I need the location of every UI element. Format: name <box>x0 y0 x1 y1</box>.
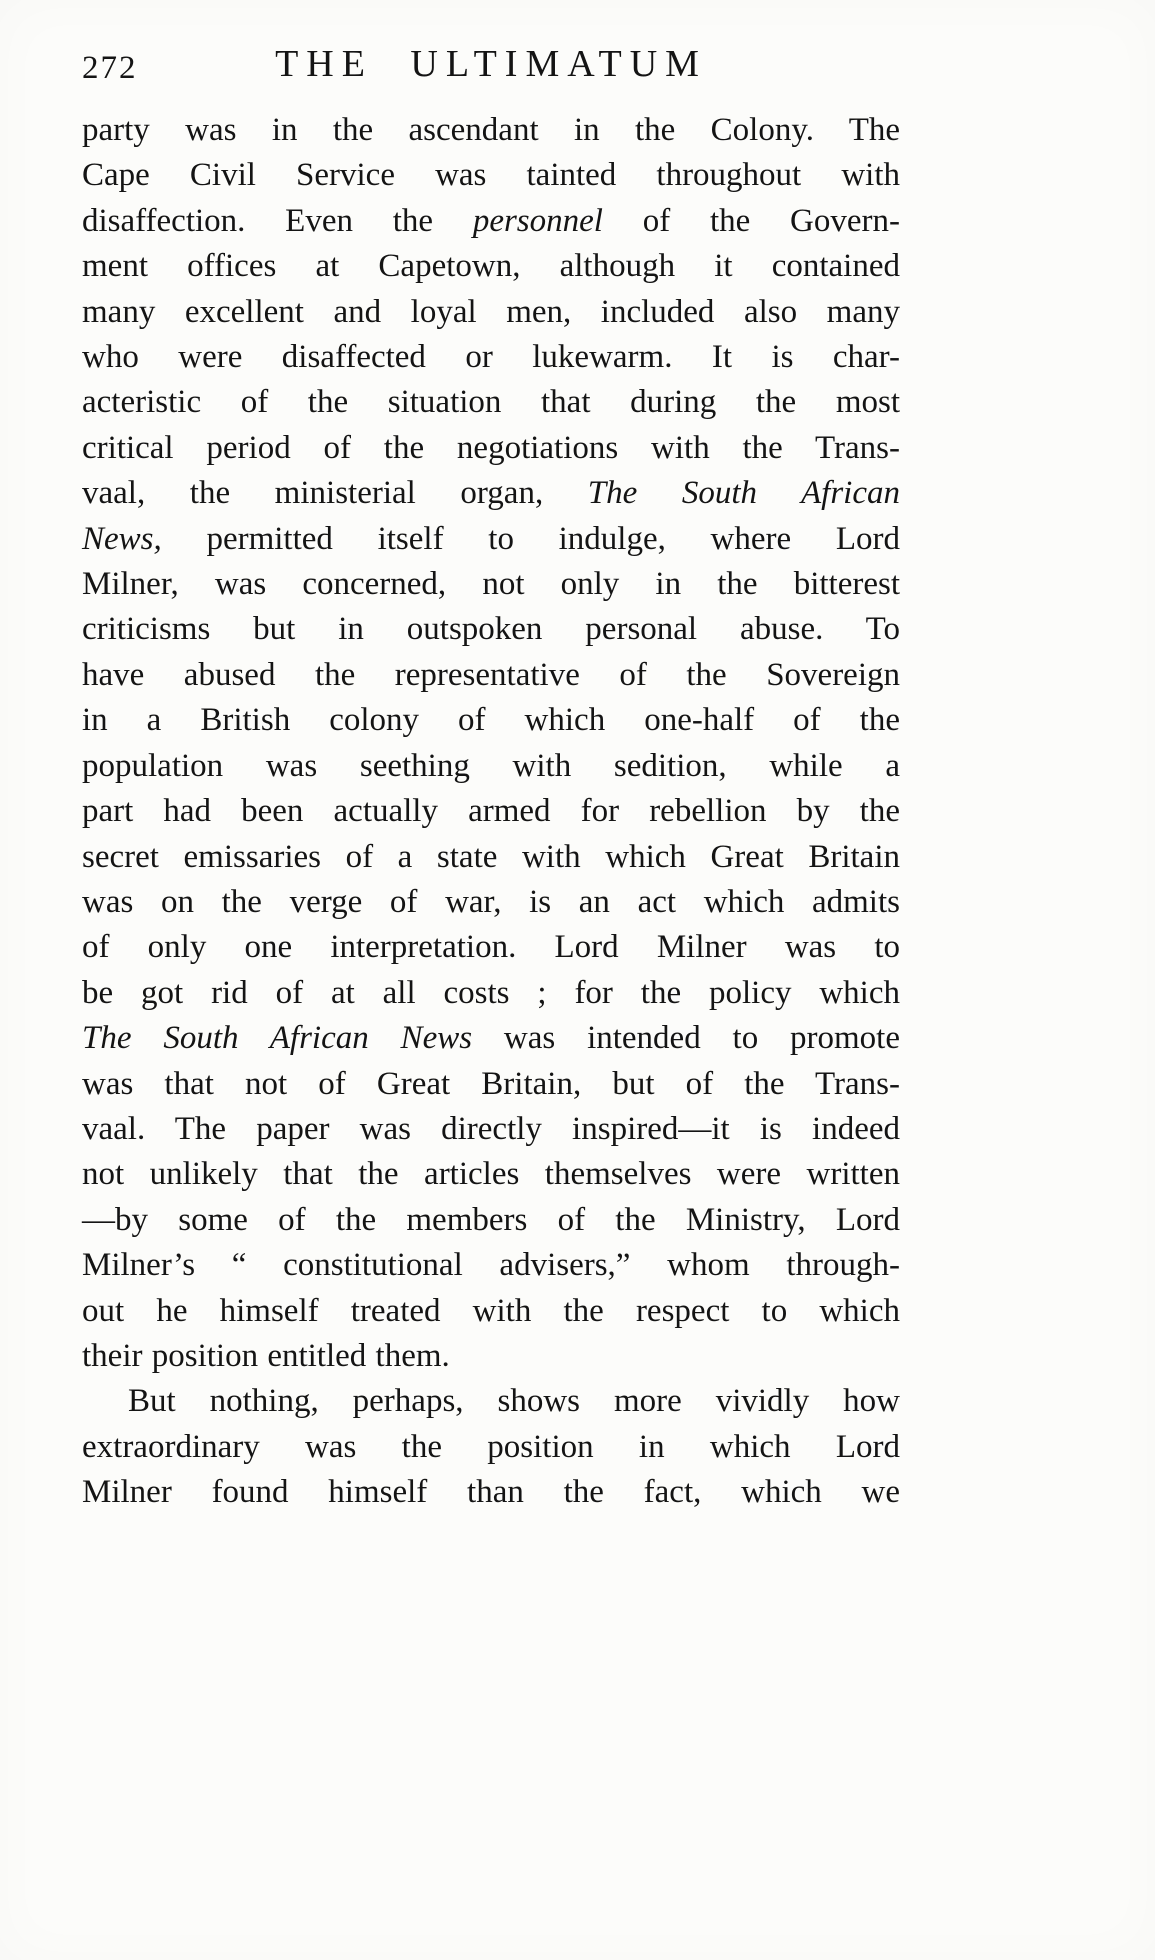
text-line <box>82 426 900 471</box>
italic-text: News, <box>82 520 162 557</box>
text-segment: be got rid of at all costs ; for the policy which <box>82 974 900 1011</box>
text-segment: Cape Civil Service was tainted throughout with <box>82 157 900 194</box>
text-line <box>82 835 900 880</box>
text-line <box>82 1152 900 1197</box>
text-segment: of the Govern- <box>602 202 900 239</box>
text-line <box>82 1243 900 1288</box>
text-segment: —by some of the members of the Ministry, Lord <box>82 1201 900 1238</box>
text-segment: But nothing, perhaps, shows more vividly how <box>128 1383 900 1420</box>
text-segment: population was seething with sedition, while a <box>82 747 900 784</box>
text-column <box>82 42 900 1516</box>
text-segment: Milner found himself than the fact, which we <box>82 1474 900 1511</box>
text-segment: many excellent and loyal men, included also many <box>82 293 900 330</box>
running-title: THE ULTIMATUM <box>275 43 707 85</box>
text-line <box>82 1425 900 1470</box>
italic-text: The South African <box>587 475 900 512</box>
text-line <box>82 1062 900 1107</box>
text-segment: not unlikely that the articles themselves were written <box>82 1156 900 1193</box>
text-line <box>82 517 900 562</box>
text-line <box>82 153 900 198</box>
text-line <box>82 925 900 970</box>
text-line <box>82 744 900 789</box>
text-line <box>82 1107 900 1152</box>
text-line <box>82 199 900 244</box>
page-header <box>82 42 900 98</box>
text-line <box>82 1334 900 1379</box>
body-text <box>82 108 900 1516</box>
text-segment: their position entitled them. <box>82 1337 450 1374</box>
text-segment: vaal, the ministerial organ, <box>82 475 588 512</box>
text-segment: secret emissaries of a state with which Great Britain <box>82 838 900 875</box>
text-segment: Milner, was concerned, not only in the bitterest <box>82 566 900 603</box>
text-segment: have abused the representative of the Sovereign <box>82 656 900 693</box>
text-line <box>82 971 900 1016</box>
text-line <box>82 562 900 607</box>
text-line <box>82 108 900 153</box>
italic-text: personnel <box>472 202 603 239</box>
text-line <box>82 789 900 834</box>
text-line <box>82 1289 900 1334</box>
text-line <box>82 244 900 289</box>
text-segment: party was in the ascendant in the Colony. The <box>82 112 900 148</box>
text-line <box>82 1198 900 1243</box>
text-line <box>82 471 900 516</box>
text-segment: permitted itself to indulge, where Lord <box>161 520 900 557</box>
text-line <box>82 607 900 652</box>
text-line <box>82 380 900 425</box>
text-line <box>82 290 900 335</box>
text-line <box>82 698 900 743</box>
text-segment: was that not of Great Britain, but of the Trans- <box>82 1065 900 1102</box>
text-line <box>82 335 900 380</box>
text-line <box>82 1016 900 1061</box>
text-segment: acteristic of the situation that during the most <box>82 384 900 421</box>
text-segment: ment offices at Capetown, although it contained <box>82 248 900 285</box>
text-line <box>82 1470 900 1515</box>
text-segment: vaal. The paper was directly inspired—it is indeed <box>82 1110 900 1147</box>
text-segment: part had been actually armed for rebellion by the <box>82 793 900 830</box>
text-segment: was intended to promote <box>472 1020 901 1057</box>
text-segment: who were disaffected or lukewarm. It is char- <box>82 339 900 376</box>
text-segment: extraordinary was the position in which Lord <box>82 1428 900 1465</box>
text-segment: of only one interpretation. Lord Milner was to <box>82 929 900 966</box>
page-number: 272 <box>82 50 138 86</box>
italic-text: The South African News <box>82 1020 473 1057</box>
text-segment: criticisms but in outspoken personal abuse. To <box>82 611 900 648</box>
text-segment: was on the verge of war, is an act which admits <box>82 883 900 920</box>
text-line <box>82 653 900 698</box>
text-segment: out he himself treated with the respect to which <box>82 1292 900 1329</box>
text-segment: Milner’s “ constitutional advisers,” whom through- <box>82 1247 900 1284</box>
text-segment: in a British colony of which one-half of the <box>82 702 900 739</box>
text-segment: disaffection. Even the <box>82 202 473 239</box>
text-line <box>82 1379 900 1424</box>
text-line <box>82 880 900 925</box>
text-segment: critical period of the negotiations with the Trans- <box>82 429 900 466</box>
